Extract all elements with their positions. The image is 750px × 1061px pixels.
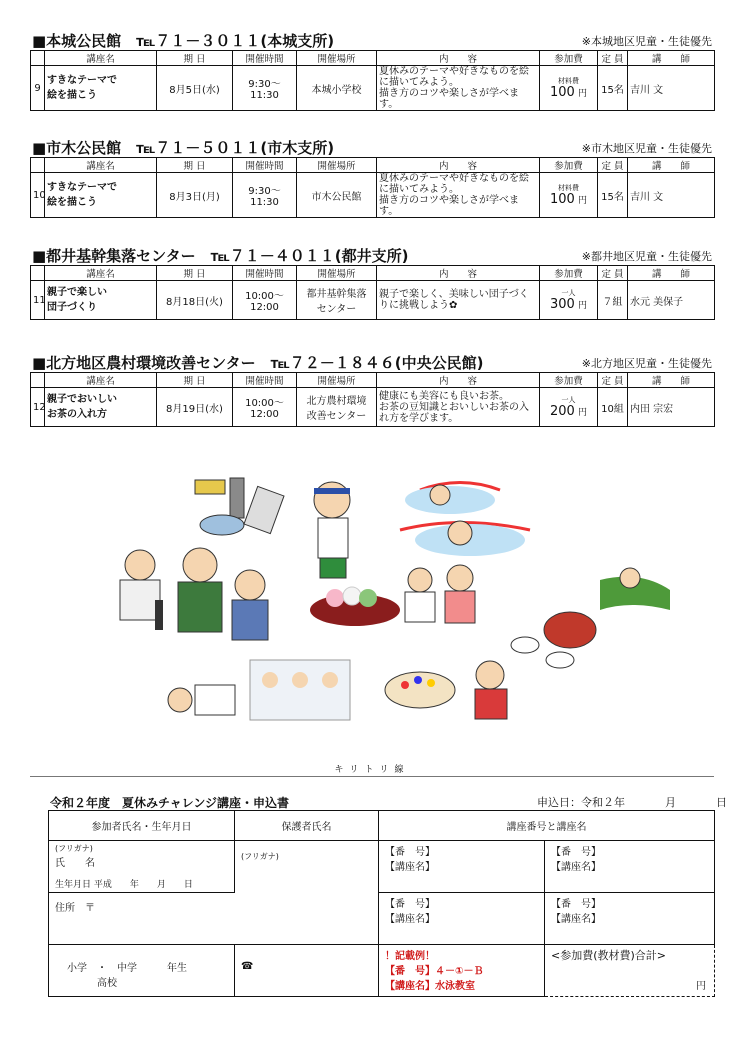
course-capacity: 15名 — [598, 66, 628, 111]
course-name: すきなテーマで 絵を描こう — [45, 66, 157, 111]
course-entry-2[interactable] — [545, 841, 715, 893]
course-header: 講座番号と講座名 — [379, 811, 715, 841]
number-label: 【番 号】 — [385, 899, 435, 910]
course-name: すきなテーマで 絵を描こう — [45, 173, 157, 218]
example-course: 【講座名】水泳教室 — [385, 981, 475, 992]
application-date: 申込日：令和２年 月 日 — [537, 796, 727, 809]
header-fee: 参加費 — [540, 158, 598, 173]
course-instructor: 吉川 文 — [628, 66, 715, 111]
priority-note: ※本城地区児童・生徒優先 — [581, 35, 712, 48]
header-capacity: 定 員 — [598, 266, 628, 281]
header-place: 開催場所 — [297, 158, 377, 173]
header-place: 開催場所 — [297, 51, 377, 66]
header-fee: 参加費 — [540, 266, 598, 281]
course-table — [30, 157, 715, 218]
header-content: 内 容 — [377, 158, 540, 173]
course-name-label: 【講座名】 — [551, 862, 601, 873]
section-title: ■都井基幹集落センター ℡７１－４０１１(都井支所) — [32, 247, 409, 265]
address-field[interactable] — [49, 893, 379, 945]
boy-headband-illustration — [314, 482, 350, 578]
header-name: 講座名 — [45, 266, 157, 281]
course-fee: 材料費 100 円 — [540, 66, 598, 111]
course-time: 9:30～11:30 — [233, 173, 297, 218]
priority-note: ※市木地区児童・生徒優先 — [581, 142, 712, 155]
guardian-name-field[interactable] — [235, 841, 379, 893]
school-field[interactable] — [49, 945, 235, 997]
course-date: 8月19日(水) — [157, 388, 233, 427]
number-label: 【番 号】 — [385, 847, 435, 858]
course-number: 9 — [31, 66, 45, 111]
course-name: 親子で楽しい 団子づくり — [45, 281, 157, 320]
furigana-label: (フリガナ) — [55, 844, 93, 853]
course-entry-3[interactable] — [379, 893, 545, 945]
course-fee: 一人 300 円 — [540, 281, 598, 320]
course-instructor: 吉川 文 — [628, 173, 715, 218]
course-entry-1[interactable] — [379, 841, 545, 893]
course-date: 8月5日(水) — [157, 66, 233, 111]
yen-label: 円 — [696, 981, 706, 992]
course-place: 北方農村環境 改善センター — [297, 388, 377, 427]
example-box — [379, 945, 545, 997]
course-place: 本城小学校 — [297, 66, 377, 111]
address-label: 住所 〒 — [55, 903, 95, 914]
course-entry-4[interactable] — [545, 893, 715, 945]
course-name-label: 【講座名】 — [385, 914, 435, 925]
participant-name-field[interactable] — [49, 841, 235, 893]
example-number: 【番 号】４－①－Ｂ — [385, 966, 484, 977]
cut-line — [30, 776, 714, 777]
course-number: 12 — [31, 388, 45, 427]
course-capacity: 15名 — [598, 173, 628, 218]
name-label: 氏 名 — [55, 858, 95, 869]
painting-tools-illustration — [195, 478, 284, 535]
priority-note: ※北方地区児童・生徒優先 — [581, 357, 712, 370]
header-instructor: 講 師 — [628, 373, 715, 388]
course-instructor: 水元 美保子 — [628, 281, 715, 320]
number-label: 【番 号】 — [551, 847, 601, 858]
course-name-label: 【講座名】 — [385, 862, 435, 873]
course-row — [31, 173, 715, 218]
header-instructor: 講 師 — [628, 266, 715, 281]
phone-icon: ☎ — [241, 961, 254, 972]
science-kids-illustration — [120, 548, 268, 640]
course-section — [30, 30, 714, 111]
painter-illustration — [385, 661, 507, 719]
number-label: 【番 号】 — [551, 899, 601, 910]
course-table — [30, 265, 715, 320]
header-name: 講座名 — [45, 373, 157, 388]
phone-field[interactable] — [235, 945, 379, 997]
course-name: 親子でおいしい お茶の入れ方 — [45, 388, 157, 427]
birth-date-label: 生年月日 平成 年 月 日 — [55, 880, 193, 890]
header-time: 開催時間 — [233, 266, 297, 281]
guardian-furigana-label: (フリガナ) — [241, 852, 279, 861]
course-number: 11 — [31, 281, 45, 320]
header-date: 期 日 — [157, 158, 233, 173]
header-fee: 参加費 — [540, 373, 598, 388]
school-high-label: 高校 — [97, 978, 117, 989]
course-capacity: 10組 — [598, 388, 628, 427]
course-content: 夏休みのテーマや好きなものを絵 に描いてみよう。 描き方のコツや楽しさが学べます。 — [377, 66, 540, 111]
course-date: 8月3日(月) — [157, 173, 233, 218]
fee-total-label: <参加費(教材費)合計> — [551, 949, 667, 962]
header-capacity: 定 員 — [598, 51, 628, 66]
header-num — [31, 266, 45, 281]
course-content: 健康にも美容にも良いお茶。 お茶の豆知識とおいしいお茶の入 れ方を学びます。 — [377, 388, 540, 427]
course-date: 8月18日(火) — [157, 281, 233, 320]
course-time: 9:30～11:30 — [233, 66, 297, 111]
course-section — [30, 137, 714, 218]
course-row — [31, 281, 715, 320]
guardian-header: 保護者氏名 — [235, 811, 379, 841]
course-place: 市木公民館 — [297, 173, 377, 218]
fee-total-field[interactable] — [545, 945, 715, 997]
header-num — [31, 51, 45, 66]
cut-line-label: キリトリ線 — [334, 765, 410, 775]
form-title: 令和２年度 夏休みチャレンジ講座・申込書 — [50, 796, 290, 810]
header-date: 期 日 — [157, 51, 233, 66]
header-capacity: 定 員 — [598, 373, 628, 388]
course-table — [30, 372, 715, 427]
dango-illustration — [310, 587, 400, 626]
course-section — [30, 245, 714, 320]
header-name: 講座名 — [45, 158, 157, 173]
course-row — [31, 388, 715, 427]
header-num — [31, 158, 45, 173]
header-content: 内 容 — [377, 51, 540, 66]
course-name-label: 【講座名】 — [551, 914, 601, 925]
header-num — [31, 373, 45, 388]
header-fee: 参加費 — [540, 51, 598, 66]
course-content: 親子で楽しく、美味しい団子づく りに挑戦しよう✿ — [377, 281, 540, 320]
participant-header: 参加者氏名・生年月日 — [49, 811, 235, 841]
header-date: 期 日 — [157, 266, 233, 281]
swimmers-illustration — [400, 483, 530, 557]
cooking-illustration — [405, 565, 475, 623]
section-title: ■本城公民館 ℡７１－３０１１(本城支所) — [32, 32, 335, 50]
course-time: 10:00～12:00 — [233, 281, 297, 320]
priority-note: ※都井地区児童・生徒優先 — [581, 250, 712, 263]
course-place: 都井基幹集落 センター — [297, 281, 377, 320]
section-title: ■北方地区農村環境改善センター ℡７２－１８４６(中央公民館) — [32, 354, 484, 372]
course-table — [30, 50, 715, 111]
school-grade-label: 小学 ・ 中学 年生 — [67, 963, 187, 974]
course-number: 10 — [31, 173, 45, 218]
application-form — [48, 810, 715, 997]
classroom-illustration — [168, 660, 350, 720]
course-row — [31, 66, 715, 111]
header-place: 開催場所 — [297, 373, 377, 388]
course-fee: 材料費 100 円 — [540, 173, 598, 218]
header-content: 内 容 — [377, 266, 540, 281]
course-time: 10:00～12:00 — [233, 388, 297, 427]
header-content: 内 容 — [377, 373, 540, 388]
tea-illustration — [511, 568, 670, 668]
course-instructor: 内田 宗宏 — [628, 388, 715, 427]
course-fee: 一人 200 円 — [540, 388, 598, 427]
header-name: 講座名 — [45, 51, 157, 66]
course-content: 夏休みのテーマや好きなものを絵 に描いてみよう。 描き方のコツや楽しさが学べます。 — [377, 173, 540, 218]
header-instructor: 講 師 — [628, 158, 715, 173]
section-title: ■市木公民館 ℡７１－５０１１(市木支所) — [32, 139, 335, 157]
header-instructor: 講 師 — [628, 51, 715, 66]
illustrations — [100, 470, 680, 740]
example-title: ！記載例！ — [385, 951, 435, 962]
header-time: 開催時間 — [233, 51, 297, 66]
header-time: 開催時間 — [233, 158, 297, 173]
header-capacity: 定 員 — [598, 158, 628, 173]
course-section — [30, 352, 714, 427]
header-date: 期 日 — [157, 373, 233, 388]
header-place: 開催場所 — [297, 266, 377, 281]
header-time: 開催時間 — [233, 373, 297, 388]
course-capacity: ７組 — [598, 281, 628, 320]
